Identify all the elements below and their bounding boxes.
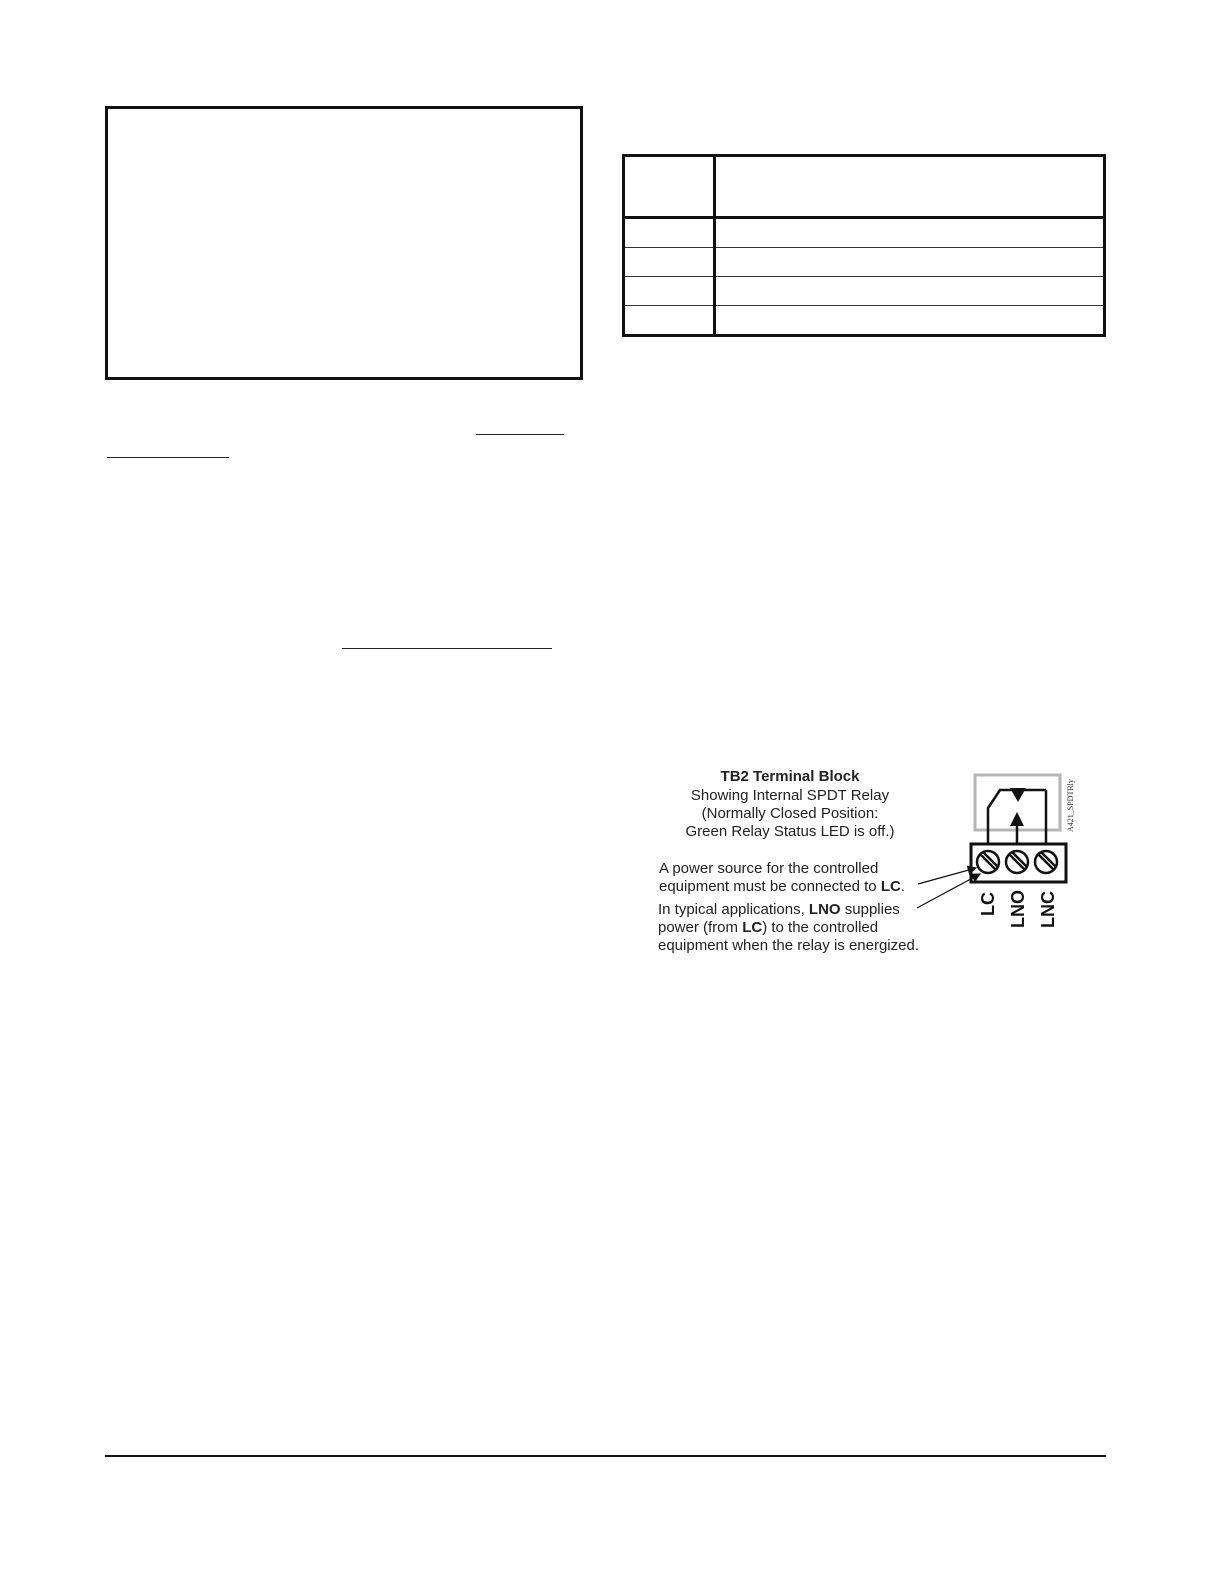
- figure-subtitle-line1: Showing Internal SPDT Relay: [690, 787, 890, 804]
- table-cell: [624, 277, 715, 306]
- screw-lc: [977, 851, 999, 873]
- terminal-label-lnc: LNC: [1038, 891, 1058, 928]
- terminal-label-lno: LNO: [1008, 890, 1028, 928]
- note-box: [105, 106, 583, 380]
- lno-note-line3: equipment when the relay is energized.: [658, 937, 919, 954]
- table-row: [624, 277, 1105, 306]
- figure-id: A421_SPDTRly: [1066, 779, 1075, 832]
- note-bold-term: LC: [880, 878, 901, 895]
- table-cell: [624, 306, 715, 336]
- note-text: .: [900, 878, 905, 895]
- note-bold-term: LC: [742, 919, 763, 936]
- footer-rule: [105, 1455, 1106, 1457]
- table-cell: [715, 306, 1105, 336]
- underline-mark: [476, 434, 564, 435]
- table-cell: [715, 218, 1105, 248]
- screw-lnc: [1035, 851, 1057, 873]
- relay-arrow-up: [1010, 812, 1024, 826]
- note-bold-term: LNO: [808, 901, 841, 918]
- note-text: ) to the controlled: [762, 919, 879, 936]
- table-cell: [624, 218, 715, 248]
- table-row: [624, 306, 1105, 336]
- table-row: [624, 248, 1105, 277]
- table-row: [624, 218, 1105, 248]
- tb2-terminal-block-figure: [640, 760, 1100, 960]
- table-cell: [715, 277, 1105, 306]
- leader-arrow-power-source: [918, 868, 976, 884]
- figure-subtitle-line3: Green Relay Status LED is off.): [685, 823, 895, 840]
- relay-diagram: [640, 760, 1100, 960]
- table-header-cell: [624, 156, 715, 218]
- relay-arrow-down: [1010, 788, 1026, 802]
- figure-subtitle-line2: (Normally Closed Position:: [701, 805, 879, 822]
- spec-table: [622, 154, 1106, 337]
- note-text: In typical applications,: [658, 901, 809, 918]
- underline-mark: [107, 457, 229, 458]
- table-cell: [624, 248, 715, 277]
- power-source-note-line1: A power source for the controlled: [659, 860, 879, 877]
- figure-title: TB2 Terminal Block: [720, 768, 860, 785]
- note-text: power (from: [658, 919, 743, 936]
- table-header-cell: [715, 156, 1105, 218]
- note-text: equipment must be connected to: [659, 878, 881, 895]
- underline-mark: [342, 648, 552, 649]
- terminal-label-lc: LC: [978, 892, 998, 916]
- leader-arrow-lno: [917, 874, 980, 908]
- table-header-row: [624, 156, 1105, 218]
- screw-lno: [1006, 851, 1028, 873]
- note-text: supplies: [840, 901, 900, 918]
- table-cell: [715, 248, 1105, 277]
